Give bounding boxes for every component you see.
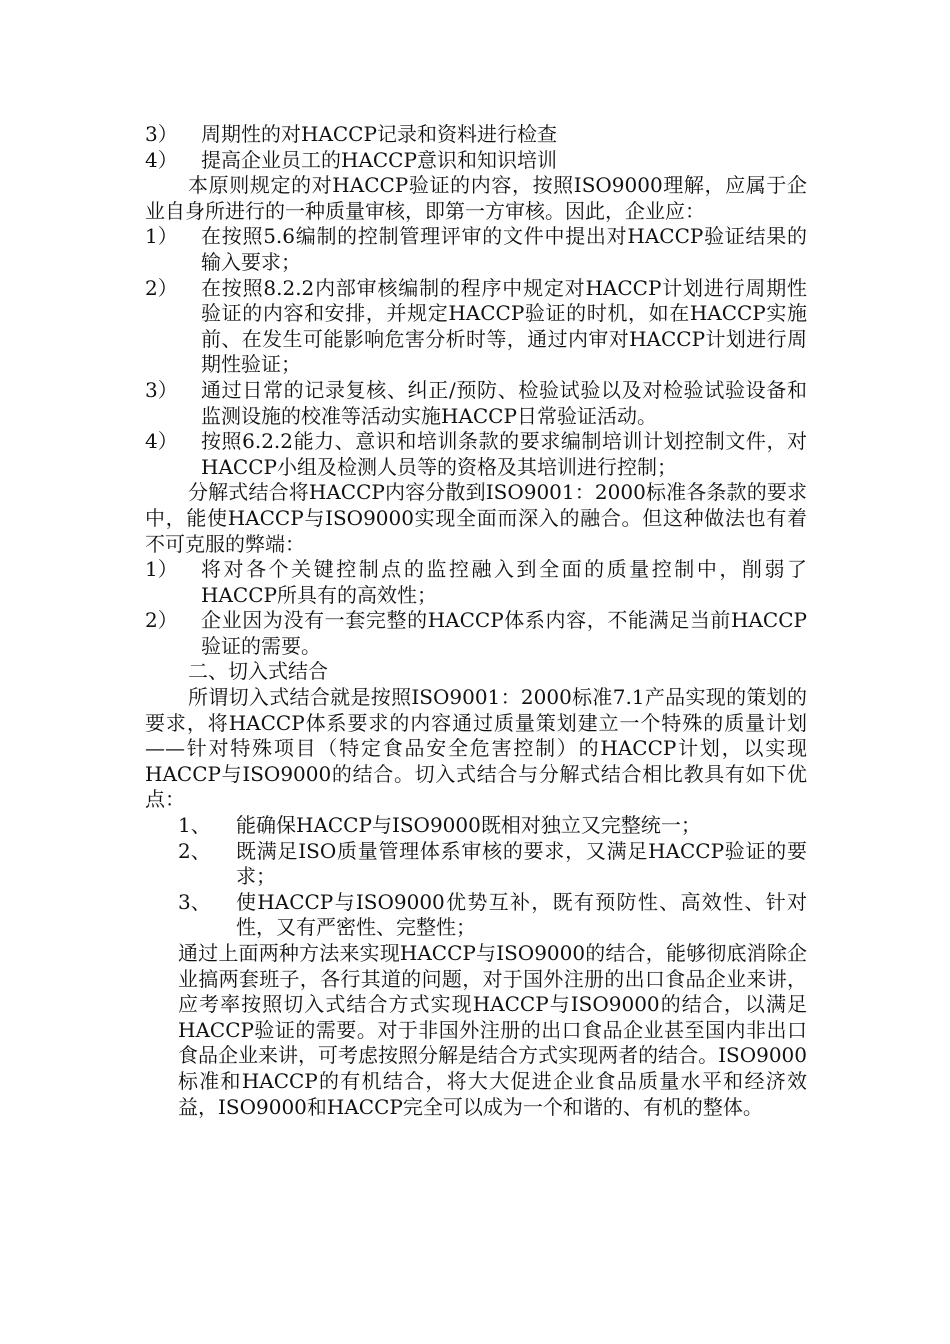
- list-number: 2）: [145, 275, 178, 300]
- list-item: [145, 429, 807, 480]
- list-item: [145, 890, 807, 941]
- list-item: [145, 122, 807, 148]
- list-item: [145, 276, 807, 378]
- list-text: 能确保HACCP与ISO9000既相对独立又完整统一；: [236, 813, 701, 838]
- list-item: [145, 813, 807, 839]
- list-number: 3）: [145, 377, 178, 402]
- paragraph-conclusion: 通过上面两种方法来实现HACCP与ISO9000的结合，能够彻底消除企业搞两套班子，各行其道的问题，对于国外注册的出口食品企业来讲，应考率按照切入式结合方式实现HACCP与ISO9000的结合，以满足HACCP验证的需要。对于非国外注册的出口食品企业甚至国内非出口食品企业来讲，可考虑按照分解是结合方式实现两者的结合。ISO9000标准和HACCP的有机结合，将大大促进企业食品质量水平和经济效益，ISO9000和HACCP完全可以成为一个和谐的、有机的整体。: [178, 941, 807, 1119]
- list-item: [145, 224, 807, 275]
- list-item: [145, 839, 807, 890]
- section-heading: 二、切入式结合: [188, 659, 328, 684]
- list-item: [145, 557, 807, 608]
- list-item: [145, 148, 807, 174]
- paragraph-insertion: 所谓切入式结合就是按照ISO9001：2000标准7.1产品实现的策划的要求，将HACCP体系要求的内容通过质量策划建立一个特殊的质量计划——针对特殊项目（特定食品安全危害控制）的HACCP计划，以实现HACCP与ISO9000的结合。切入式结合与分解式结合相比教具有如下优点：: [145, 685, 807, 812]
- list-text: 按照6.2.2能力、意识和培训条款的要求编制培训计划控制文件，对HACCP小组及检测人员等的资格及其培训进行控制；: [201, 429, 807, 479]
- list-number: 2）: [145, 608, 178, 633]
- list-text: 使HACCP与ISO9000优势互补，既有预防性、高效性、针对性，又有严密性、完整性；: [236, 889, 807, 940]
- list-number: 4）: [145, 429, 178, 454]
- list-number: 3、: [178, 889, 211, 914]
- list-number: 3）: [145, 122, 178, 146]
- document-body: [145, 122, 807, 1120]
- list-number: 2、: [178, 838, 211, 863]
- list-item: [145, 608, 807, 659]
- list-text: 通过日常的记录复核、纠正/预防、检验试验以及对检验试验设备和监测设施的校准等活动实施HACCP日常验证活动。: [201, 377, 807, 428]
- list-number: 4）: [145, 147, 178, 172]
- list-text: 既满足ISO质量管理体系审核的要求，又满足HACCP验证的要求；: [236, 838, 807, 889]
- paragraph-verification: 本原则规定的对HACCP验证的内容，按照ISO9000理解，应属于企业自身所进行的一种质量审核，即第一方审核。因此，企业应：: [145, 173, 807, 223]
- list-text: 周期性的对HACCP记录和资料进行检查: [201, 122, 557, 146]
- list-item: [145, 378, 807, 429]
- list-number: 1）: [145, 557, 178, 582]
- list-text: 在按照8.2.2内部审核编制的程序中规定对HACCP计划进行周期性验证的内容和安排，并规定HACCP验证的时机，如在HACCP实施前、在发生可能影响危害分析时等，通过内审对HACCP计划进行周期性验证；: [201, 275, 807, 377]
- paragraph-decomposition: 分解式结合将HACCP内容分散到ISO9001：2000标准各条款的要求中，能使HACCP与ISO9000实现全面而深入的融合。但这种做法也有着不可克服的弊端：: [145, 480, 807, 556]
- list-text: 企业因为没有一套完整的HACCP体系内容，不能满足当前HACCP验证的需要。: [201, 608, 807, 658]
- list-number: 1、: [178, 813, 211, 838]
- list-text: 提高企业员工的HACCP意识和知识培训: [201, 147, 557, 172]
- list-number: 1）: [145, 224, 178, 249]
- list-text: 在按照5.6编制的控制管理评审的文件中提出对HACCP验证结果的输入要求；: [201, 224, 807, 274]
- list-text: 将对各个关键控制点的监控融入到全面的质量控制中，削弱了HACCP所具有的高效性；: [201, 557, 807, 607]
